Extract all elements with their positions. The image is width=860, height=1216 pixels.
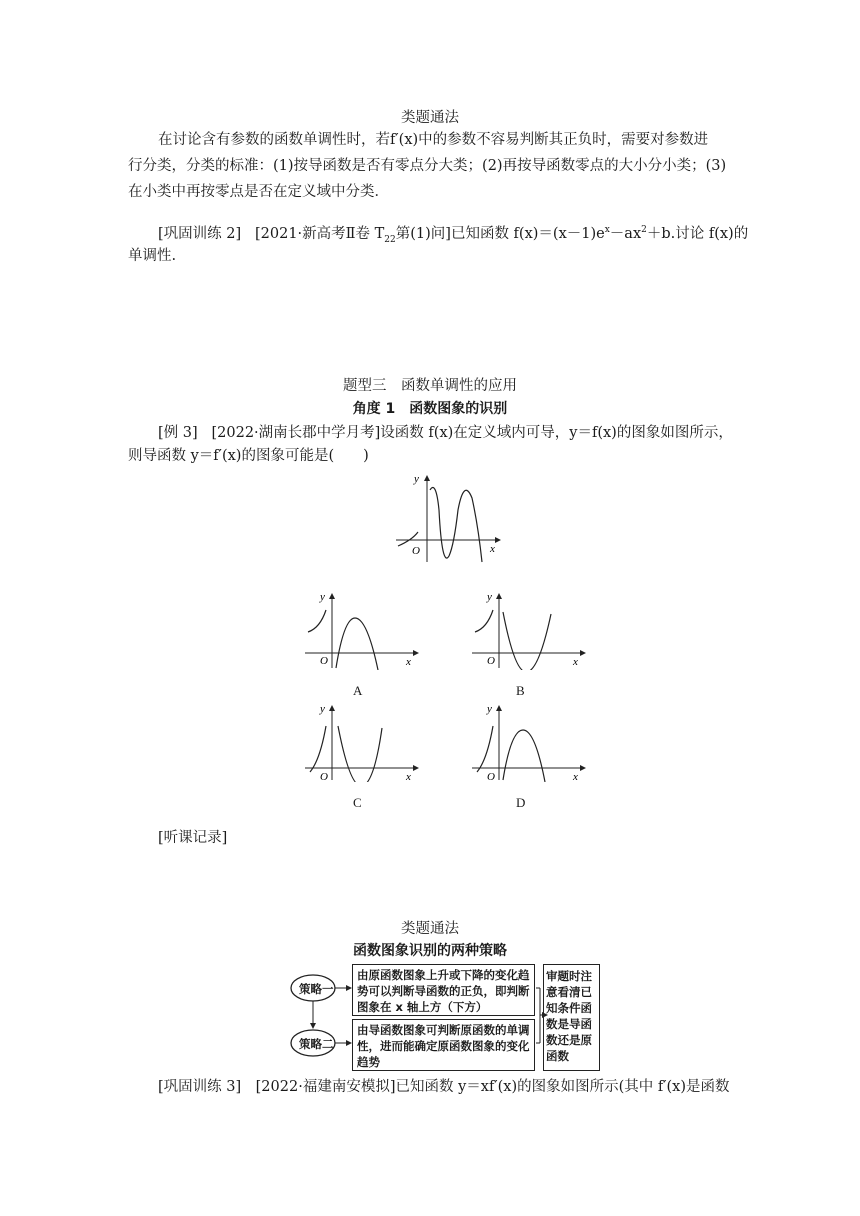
svg-text:y: y — [320, 591, 325, 603]
x-label: x — [490, 543, 495, 555]
svg-text:x: x — [573, 656, 578, 668]
svg-text:O: O — [487, 655, 495, 667]
curve-left-branch — [398, 532, 418, 546]
strategy-1-label: 策略一 — [299, 982, 334, 996]
training-2-line-2: 单调性. — [128, 248, 177, 264]
svg-text:O: O — [320, 771, 328, 782]
y-label: y — [414, 473, 419, 485]
training-2-line-1 — [158, 217, 748, 253]
option-c-label[interactable]: C — [353, 795, 362, 810]
method-paragraph-line-3: 在小类中再按零点是否在定义域中分类． — [128, 184, 389, 200]
strategy-subtitle: 函数图象识别的两种策略 — [353, 943, 507, 959]
section-title: 题型三 函数单调性的应用 — [343, 378, 517, 394]
main-function-graph — [392, 470, 508, 568]
svg-text:y: y — [487, 591, 492, 603]
origin-label: O — [412, 545, 420, 557]
strategy-1-box: 由原函数图象上升或下降的变化趋势可以判断导函数的正负，即判断图象在 x 轴上方（下方） — [352, 964, 535, 1016]
option-d-label[interactable]: D — [516, 795, 526, 810]
svg-text:x: x — [406, 656, 411, 668]
svg-text:x: x — [406, 771, 411, 782]
option-a-graph — [300, 588, 425, 670]
svg-text:O: O — [320, 655, 328, 667]
example-3-label: [例 3] — [158, 425, 198, 441]
training-2-question: 已知函数 $f(x)=(x-1)e^x-ax^2+b$.讨论 f(x)的 — [450, 225, 749, 242]
method-heading-1: 类题通法 — [401, 110, 459, 126]
curve-main — [430, 488, 482, 563]
lecture-notes-label: [听课记录] — [158, 830, 228, 846]
svg-text:O: O — [487, 771, 495, 782]
method-paragraph-line-1: 在讨论含有参数的函数单调性时，若f′(x)中的参数不容易判断其正负时，需要对参数进 — [158, 132, 709, 148]
option-b-graph — [467, 588, 592, 670]
method-paragraph-line-2: 行分类，分类的标准：(1)按导函数是否有零点分大类；(2)再按导函数零点的大小分小类；(3) — [128, 158, 727, 174]
method-heading-2: 类题通法 — [401, 921, 459, 937]
training-2-source: [2021·新高考Ⅱ卷 $T_{22}$第(1)问] — [254, 225, 451, 245]
review-note-box: 审题时注意看清已知条件函数是导函数还是原函数 — [543, 964, 600, 1071]
svg-text:x: x — [573, 771, 578, 782]
option-a-label[interactable]: A — [353, 683, 363, 698]
example-3-line-2: 则导函数 y＝f′(x)的图象可能是( ) — [128, 448, 369, 464]
strategy-2-label: 策略二 — [299, 1037, 334, 1051]
svg-text:y: y — [487, 703, 492, 715]
training-2-label: [巩固训练 2] — [158, 225, 242, 242]
strategy-2-box: 由导函数图象可判断原函数的单调性，进而能确定原函数图象的变化趋势 — [352, 1019, 535, 1071]
option-b-label[interactable]: B — [516, 683, 525, 698]
option-c-graph — [300, 700, 425, 782]
example-3-text: [2022·湖南长郡中学月考]设函数 f(x)在定义域内可导，y＝f(x)的图象如图所示， — [211, 425, 733, 441]
angle-title: 角度 1 函数图象的识别 — [352, 401, 508, 417]
training-3-line: [巩固训练 3] [2022·福建南安模拟]已知函数 y＝xf′(x)的图象如图所示(其中 f′(x)是函数 — [158, 1079, 730, 1095]
svg-text:y: y — [320, 703, 325, 715]
option-d-graph — [467, 700, 592, 782]
